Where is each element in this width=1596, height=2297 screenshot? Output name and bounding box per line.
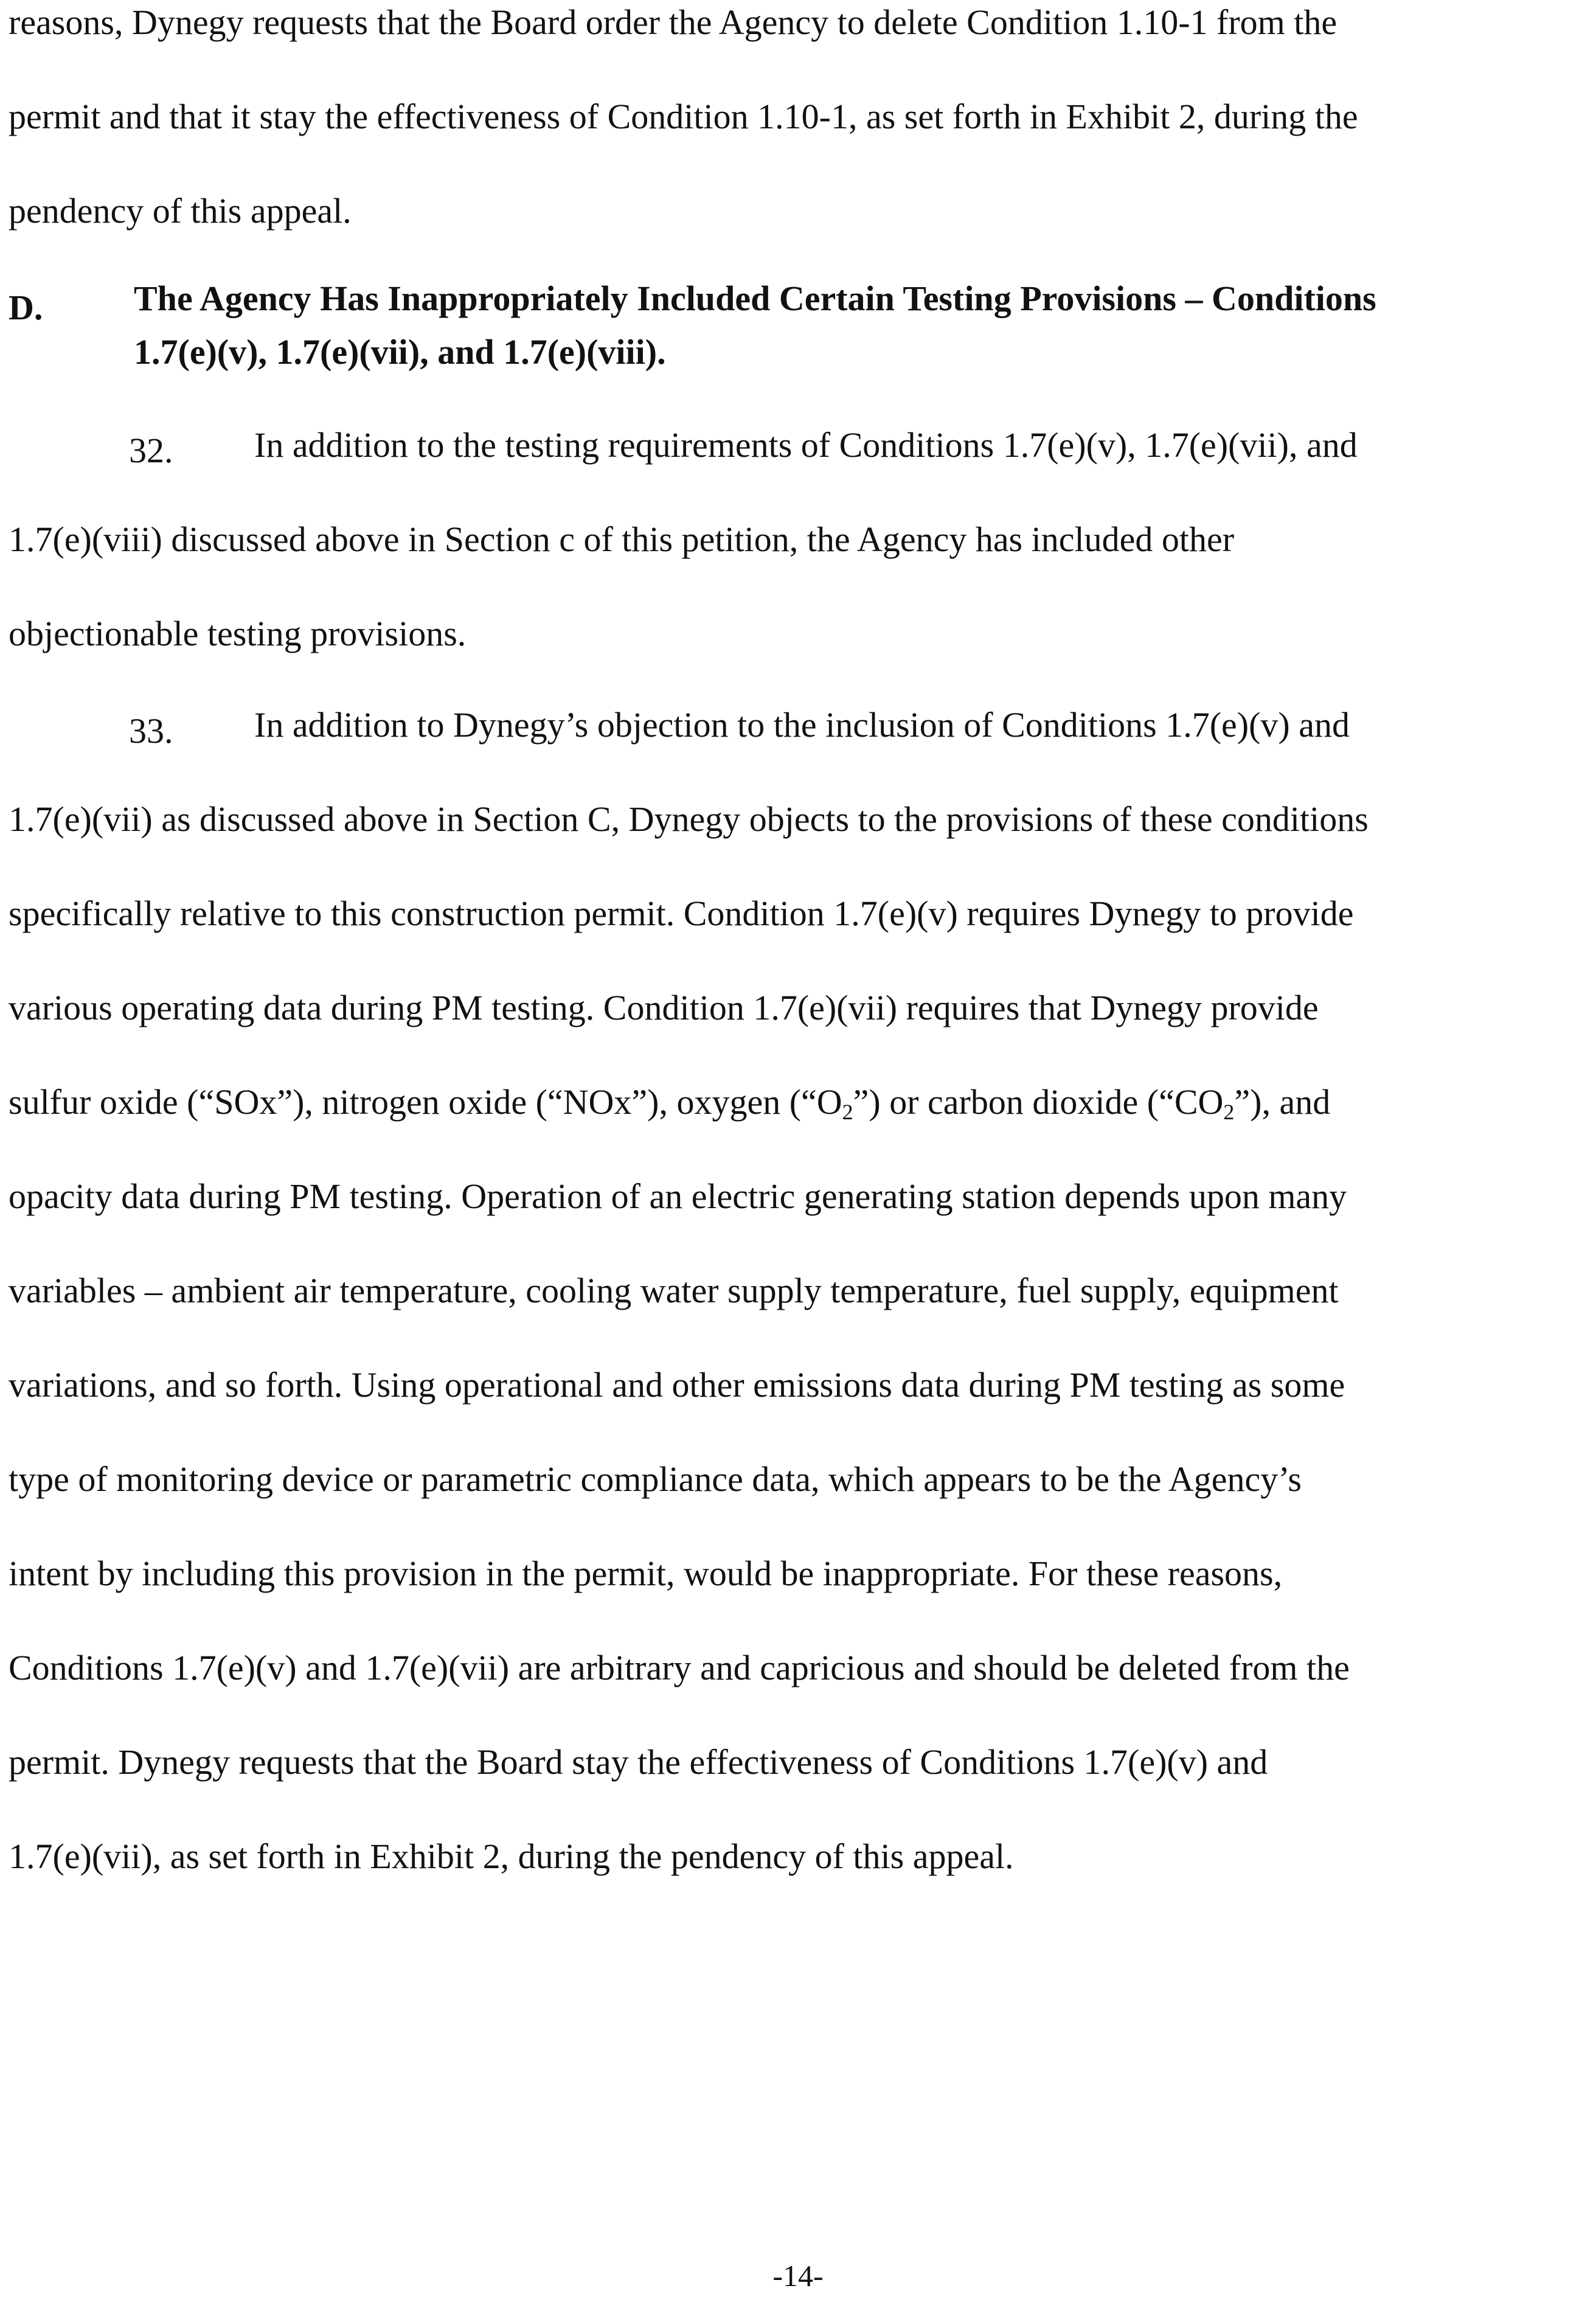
line-5-text-c: ”), and	[1234, 1082, 1331, 1122]
intro-line-2: permit and that it stay the effectiveness of Condition 1.10-1, as set forth in Exhibit 2, during the	[9, 97, 1358, 136]
paragraph-33-line-10: intent by including this provision in the permit, would be inappropriate. For these reasons,	[9, 1554, 1283, 1593]
paragraph-33-line-9: type of monitoring device or parametric compliance data, which appears to be the Agency’s	[9, 1459, 1302, 1499]
intro-line-3: pendency of this appeal.	[9, 191, 352, 231]
o2-subscript: 2	[842, 1099, 853, 1124]
paragraph-33-line-4: various operating data during PM testing. Condition 1.7(e)(vii) requires that Dynegy provide	[9, 988, 1319, 1027]
paragraph-33-line-6: opacity data during PM testing. Operation of an electric generating station depends upon many	[9, 1176, 1347, 1216]
intro-line-1: reasons, Dynegy requests that the Board order the Agency to delete Condition 1.10-1 from the	[9, 2, 1338, 42]
paragraph-33-line-5	[9, 1082, 1331, 1124]
paragraph-33-line-7: variables – ambient air temperature, cooling water supply temperature, fuel supply, equipment	[9, 1271, 1339, 1310]
paragraph-33-number: 33.	[129, 711, 173, 751]
paragraph-33-line-12: permit. Dynegy requests that the Board stay the effectiveness of Conditions 1.7(e)(v) and	[9, 1742, 1268, 1782]
page-number: -14-	[772, 2259, 824, 2293]
line-5-text-a: sulfur oxide (“SOx”), nitrogen oxide (“NOx”), oxygen (“O	[9, 1082, 842, 1122]
paragraph-33-line-11: Conditions 1.7(e)(v) and 1.7(e)(vii) are arbitrary and capricious and should be deleted from the	[9, 1648, 1350, 1687]
section-d-title-line-1: The Agency Has Inappropriately Included Certain Testing Provisions – Conditions	[134, 279, 1376, 318]
section-d-letter: D.	[9, 288, 43, 327]
paragraph-32-line-3: objectionable testing provisions.	[9, 614, 467, 653]
paragraph-33-line-1: In addition to Dynegy’s objection to the inclusion of Conditions 1.7(e)(v) and	[254, 705, 1350, 745]
paragraph-32-line-1: In addition to the testing requirements of Conditions 1.7(e)(v), 1.7(e)(vii), and	[254, 425, 1358, 465]
paragraph-33-line-8: variations, and so forth. Using operational and other emissions data during PM testing as some	[9, 1365, 1345, 1405]
paragraph-33-line-3: specifically relative to this construction permit. Condition 1.7(e)(v) requires Dynegy to provide	[9, 894, 1354, 933]
section-d-title-line-2: 1.7(e)(v), 1.7(e)(vii), and 1.7(e)(viii).	[134, 332, 666, 372]
co2-subscript: 2	[1223, 1099, 1235, 1124]
paragraph-32-line-2: 1.7(e)(viii) discussed above in Section c of this petition, the Agency has included other	[9, 520, 1235, 559]
line-5-text-b: ”) or carbon dioxide (“CO	[853, 1082, 1224, 1122]
paragraph-32-number: 32.	[129, 431, 173, 470]
paragraph-33-line-13: 1.7(e)(vii), as set forth in Exhibit 2, during the pendency of this appeal.	[9, 1837, 1014, 1876]
paragraph-33-line-2: 1.7(e)(vii) as discussed above in Section C, Dynegy objects to the provisions of these conditions	[9, 799, 1369, 839]
